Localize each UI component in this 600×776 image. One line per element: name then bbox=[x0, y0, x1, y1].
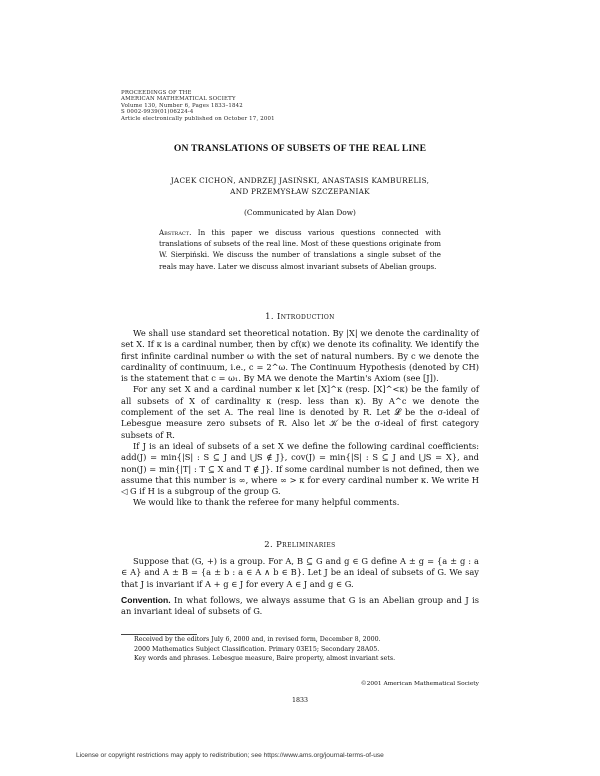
abstract-text: In this paper we discuss various questions connected with translations of subsets of the real line. Most of these questions originate from W. Sierpiński. We discuss the number of translations a single subset of the reals may have. Later we discuss almost invariant subsets of Abelian groups. bbox=[159, 228, 441, 271]
journal-header bbox=[121, 90, 421, 122]
journal-line: AMERICAN MATHEMATICAL SOCIETY bbox=[121, 96, 236, 103]
paragraph: We would like to thank the referee for many helpful comments. bbox=[133, 497, 400, 508]
footnote-received: Received by the editors July 6, 2000 and, in revised form, December 8, 2000. bbox=[134, 636, 381, 643]
footnote-keywords: Key words and phrases. Lebesgue measure, Baire property, almost invariant sets. bbox=[134, 655, 396, 663]
page-number: 1833 bbox=[291, 697, 309, 704]
abstract bbox=[159, 227, 441, 272]
footnote-msc: 2000 Mathematics Subject Classification. Primary 03E15; Secondary 28A05. bbox=[134, 645, 380, 653]
copyright-notice: ©2001 American Mathematical Society bbox=[360, 681, 479, 687]
journal-line: S 0002-9939(01)06224-4 bbox=[121, 109, 194, 116]
authors-line: JACEK CICHOŃ, ANDRZEJ JASIŃSKI, ANASTASIS KAMBURELIS, bbox=[170, 176, 430, 185]
journal-line: PROCEEDINGS OF THE bbox=[121, 90, 192, 96]
paragraph: We shall use standard set theoretical notation. By |X| we denote the cardinality of set X. If κ is a cardinal number, then by cf(κ) we denote its cofinality. We identify the first infinite cardinal number ω with the set of natural numbers. By c we denote the cardinality of continuum, i.e., c = 2^ω. The Continuum Hypothesis (denoted by CH) is the statement that c = ω₁. By MA we denote the Martin's Axiom (see [J]). bbox=[121, 328, 479, 384]
footnotes bbox=[134, 635, 479, 664]
paragraph: If J is an ideal of subsets of a set X we define the following cardinal coefficients: add(J) = min{|S| : S ⊆ J and ⋃S ∉ J}, cov(J) = min{|S| : S ⊆ J and ⋃S = X}, and non(J) = min{|T| : T ⊆ X and T ∉ J}. If some cardinal number is not defined, then we assume that this number is ∞, where ∞ > κ for every cardinal number κ. We write H ◁ G if H is a subgroup of the group G. bbox=[121, 440, 479, 497]
journal-line: Article electronically published on October 17, 2001 bbox=[121, 115, 275, 122]
paragraph: Suppose that (G, +) is a group. For A, B ⊆ G and g ∈ G define A ± g = {a ± g : a ∈ A} and A ± B = {a ± b : a ∈ A ∧ b ∈ B}. Let J be an ideal of subsets of G. We say that J is invariant if A + g ∈ J for every A ∈ J and g ∈ G. bbox=[121, 556, 479, 589]
paragraph: For any set X and a cardinal number κ let [X]^κ (resp. [X]^<κ) be the family of all subsets of X of cardinality κ (resp. less than κ). By A^c we denote the complement of the set A. The real line is denoted by R. Let 𝓛 be the σ-ideal of Lebesgue measure zero subsets of R. Also let 𝒦 be the σ-ideal of first category subsets of R. bbox=[121, 384, 479, 440]
communicated-by: (Communicated by Alan Dow) bbox=[244, 208, 356, 217]
journal-line: Volume 130, Number 6, Pages 1833–1842 bbox=[121, 102, 243, 109]
authors bbox=[0, 175, 600, 197]
abstract-label: Abstract. bbox=[159, 228, 192, 237]
section-heading-introduction: 1. Introduction bbox=[265, 311, 335, 321]
paper-title: ON TRANSLATIONS OF SUBSETS OF THE REAL LINE bbox=[173, 143, 427, 154]
convention-label: Convention. bbox=[121, 594, 171, 605]
section-heading-preliminaries: 2. Preliminaries bbox=[264, 539, 336, 549]
license-link[interactable]: License or copyright restrictions may apply to redistribution; see https://www.ams.org/journal-terms-of-use bbox=[76, 752, 384, 759]
section-introduction-body bbox=[121, 328, 479, 509]
convention-text: In what follows, we always assume that G is an Abelian group and J is an invariant ideal of subsets of G. bbox=[121, 594, 479, 617]
authors-line: AND PRZEMYSŁAW SZCZEPANIAK bbox=[230, 187, 370, 196]
convention-paragraph bbox=[121, 595, 479, 618]
section-preliminaries-body bbox=[121, 556, 479, 617]
